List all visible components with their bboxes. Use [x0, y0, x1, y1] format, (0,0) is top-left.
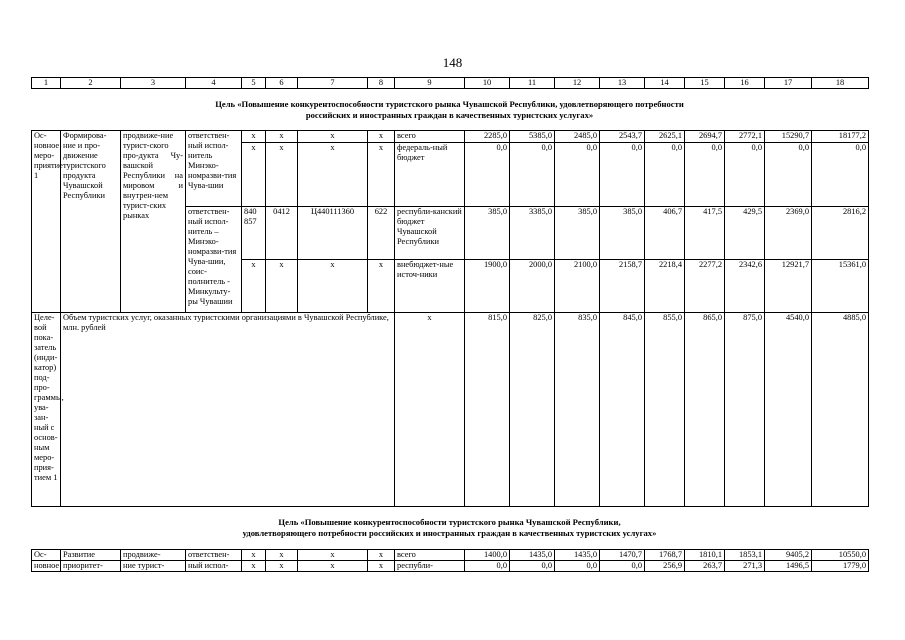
- cell: x: [368, 143, 395, 207]
- responsible-executor: ответствен-ный испол-нитель – Минэко-номразви-тия Чува-шии, соис-полнитель - Минкульту-ры Чувашии: [186, 207, 242, 313]
- col-num: 12: [555, 78, 600, 89]
- cell: x: [395, 313, 465, 507]
- value-cell: 0,0: [812, 143, 869, 207]
- col-num: 8: [368, 78, 395, 89]
- measures-table-2: [31, 549, 869, 572]
- responsible-executor: ответствен-ный испол-нитель Минэко-номразви-тия Чува-шии: [186, 131, 242, 207]
- value-cell: 0,0: [465, 561, 510, 572]
- goal-heading-line: Цель «Повышение конкурентоспособности туристского рынка Чувашской Республики,: [278, 517, 621, 527]
- value-cell: 2277,2: [685, 260, 725, 313]
- cell: 0412: [266, 207, 298, 260]
- cell: x: [298, 131, 368, 143]
- value-cell: 10550,0: [812, 550, 869, 561]
- measure-name: приоритет-: [61, 561, 121, 572]
- value-cell: 845,0: [600, 313, 645, 507]
- indicator-text: Объем туристских услуг, оказанных туристскими организациями в Чувашской Республике, млн. рублей: [61, 313, 395, 507]
- value-cell: 0,0: [510, 143, 555, 207]
- col-num: 5: [242, 78, 266, 89]
- value-cell: 0,0: [555, 143, 600, 207]
- measure-type: Ос-: [32, 550, 61, 561]
- col-num: 17: [765, 78, 812, 89]
- value-cell: 1470,7: [600, 550, 645, 561]
- value-cell: 865,0: [685, 313, 725, 507]
- value-cell: 5385,0: [510, 131, 555, 143]
- responsible-executor: ный испол-: [186, 561, 242, 572]
- cell: x: [242, 550, 266, 561]
- value-cell: 835,0: [555, 313, 600, 507]
- col-num: 7: [298, 78, 368, 89]
- measure-type: Ос-новное меро-приятие 1: [32, 131, 61, 313]
- value-cell: 417,5: [685, 207, 725, 260]
- col-num: 11: [510, 78, 555, 89]
- value-cell: 855,0: [645, 313, 685, 507]
- measure-name: Формирова-ние и про-движение туристского продукта Чувашской Республики: [61, 131, 121, 313]
- value-cell: 2285,0: [465, 131, 510, 143]
- value-cell: 825,0: [510, 313, 555, 507]
- value-cell: 2100,0: [555, 260, 600, 313]
- col-num: 14: [645, 78, 685, 89]
- value-cell: 815,0: [465, 313, 510, 507]
- value-cell: 2694,7: [685, 131, 725, 143]
- value-cell: 1768,7: [645, 550, 685, 561]
- value-cell: 0,0: [725, 143, 765, 207]
- value-cell: 2342,6: [725, 260, 765, 313]
- cell: Ц440111360: [298, 207, 368, 260]
- value-cell: 2816,2: [812, 207, 869, 260]
- measure-task: продвиже-: [121, 550, 186, 561]
- value-cell: 2158,7: [600, 260, 645, 313]
- value-cell: 9405,2: [765, 550, 812, 561]
- value-cell: 18177,2: [812, 131, 869, 143]
- cell: x: [368, 561, 395, 572]
- value-cell: 0,0: [685, 143, 725, 207]
- measure-task: продвиже-ние турист-ского про-дукта Чу-вашской Республики на мировом и внутрен-нем турист-ских рынках: [121, 131, 186, 313]
- goal-heading-line: удовлетворяющего потребности российских и иностранных граждан в качественных туристских услугах»: [242, 528, 657, 538]
- col-num: 3: [121, 78, 186, 89]
- cell: x: [242, 143, 266, 207]
- cell: x: [368, 131, 395, 143]
- table-row: [32, 561, 869, 572]
- value-cell: 1853,1: [725, 550, 765, 561]
- value-cell: 15361,0: [812, 260, 869, 313]
- value-cell: 256,9: [645, 561, 685, 572]
- funding-source: республи-канский бюджет Чувашской Республики: [395, 207, 465, 260]
- cell: 840 857: [242, 207, 266, 260]
- measures-table: [31, 130, 869, 507]
- measure-task: ние турист-: [121, 561, 186, 572]
- funding-source: внебюджет-ные источ-ники: [395, 260, 465, 313]
- cell: x: [298, 550, 368, 561]
- value-cell: 0,0: [510, 561, 555, 572]
- goal-heading-line: Цель «Повышение конкурентоспособности туристского рынка Чувашской Республики, удовлетворяющего потребности: [215, 99, 684, 109]
- value-cell: 0,0: [600, 561, 645, 572]
- value-cell: 406,7: [645, 207, 685, 260]
- value-cell: 0,0: [465, 143, 510, 207]
- col-num: 15: [685, 78, 725, 89]
- value-cell: 0,0: [765, 143, 812, 207]
- value-cell: 0,0: [555, 561, 600, 572]
- col-num: 6: [266, 78, 298, 89]
- value-cell: 385,0: [555, 207, 600, 260]
- value-cell: 15290,7: [765, 131, 812, 143]
- value-cell: 0,0: [600, 143, 645, 207]
- col-num: 4: [186, 78, 242, 89]
- value-cell: 4885,0: [812, 313, 869, 507]
- table-row: [32, 131, 869, 143]
- col-num: 10: [465, 78, 510, 89]
- cell: x: [298, 260, 368, 313]
- cell: x: [298, 143, 368, 207]
- cell: x: [266, 143, 298, 207]
- cell: x: [368, 550, 395, 561]
- column-number-header: [31, 77, 869, 89]
- page-number: 148: [442, 55, 463, 70]
- cell: 622: [368, 207, 395, 260]
- col-num: 16: [725, 78, 765, 89]
- value-cell: 2543,7: [600, 131, 645, 143]
- cell: x: [242, 131, 266, 143]
- indicator-row: [32, 313, 869, 507]
- value-cell: 875,0: [725, 313, 765, 507]
- value-cell: 2485,0: [555, 131, 600, 143]
- value-cell: 263,7: [685, 561, 725, 572]
- cell: x: [298, 561, 368, 572]
- cell: x: [242, 561, 266, 572]
- col-num: 9: [395, 78, 465, 89]
- value-cell: 12921,7: [765, 260, 812, 313]
- funding-source: федераль-ный бюджет: [395, 143, 465, 207]
- cell: x: [266, 550, 298, 561]
- cell: x: [242, 260, 266, 313]
- cell: x: [368, 260, 395, 313]
- value-cell: 1435,0: [555, 550, 600, 561]
- value-cell: 2772,1: [725, 131, 765, 143]
- cell: x: [266, 260, 298, 313]
- value-cell: 2218,4: [645, 260, 685, 313]
- value-cell: 0,0: [645, 143, 685, 207]
- value-cell: 385,0: [465, 207, 510, 260]
- cell: x: [266, 561, 298, 572]
- value-cell: 2625,1: [645, 131, 685, 143]
- value-cell: 1400,0: [465, 550, 510, 561]
- value-cell: 1900,0: [465, 260, 510, 313]
- value-cell: 2369,0: [765, 207, 812, 260]
- value-cell: 1810,1: [685, 550, 725, 561]
- goal-heading-line: российских и иностранных граждан в качественных туристских услугах»: [305, 110, 594, 120]
- table-row: [32, 550, 869, 561]
- funding-source: республи-: [395, 561, 465, 572]
- value-cell: 271,3: [725, 561, 765, 572]
- value-cell: 1496,5: [765, 561, 812, 572]
- cell: x: [266, 131, 298, 143]
- value-cell: 429,5: [725, 207, 765, 260]
- col-num: 1: [32, 78, 61, 89]
- col-num: 18: [812, 78, 869, 89]
- value-cell: 385,0: [600, 207, 645, 260]
- value-cell: 1435,0: [510, 550, 555, 561]
- responsible-executor: ответствен-: [186, 550, 242, 561]
- measure-type: новное: [32, 561, 61, 572]
- value-cell: 2000,0: [510, 260, 555, 313]
- funding-source: всего: [395, 131, 465, 143]
- value-cell: 3385,0: [510, 207, 555, 260]
- col-num: 2: [61, 78, 121, 89]
- goal-heading-2: [31, 517, 868, 539]
- measure-name: Развитие: [61, 550, 121, 561]
- indicator-label: Целе-вой пока-затель (инди-катор) под-про-граммы, ува-зан-ный с основ-ным меро-прия-тием 1: [32, 313, 61, 507]
- col-num: 13: [600, 78, 645, 89]
- funding-source: всего: [395, 550, 465, 561]
- value-cell: 4540,0: [765, 313, 812, 507]
- value-cell: 1779,0: [812, 561, 869, 572]
- goal-heading-1: [31, 99, 868, 121]
